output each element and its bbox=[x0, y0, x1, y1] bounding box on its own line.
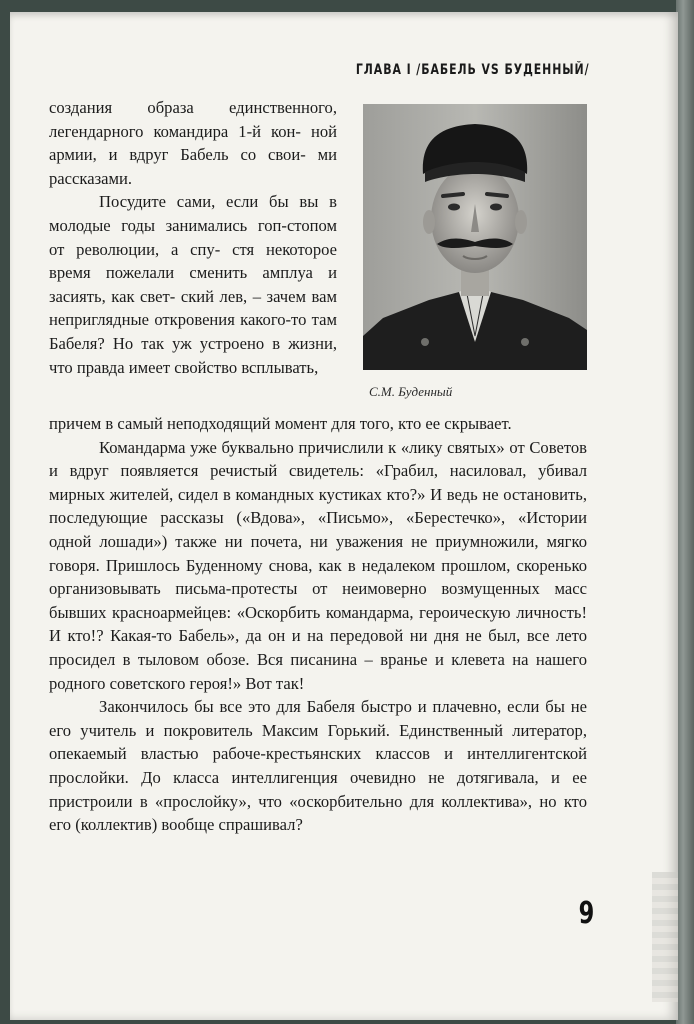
book-page bbox=[10, 12, 678, 1020]
text-line: вы в молодые годы занимались bbox=[49, 192, 337, 235]
paragraph-posudite bbox=[49, 190, 337, 379]
text-line: ский лев, – зачем вам неприглядные bbox=[49, 286, 338, 330]
paragraph-komandarma: Командарма уже буквально причислили к «лику святых» от Советов и вдруг появляется речистый свидетель: «Грабил, насиловал, убивал мирных жителей, сидел в командных кустиках кто?» И ведь не остановить, последующие рассказы («Вдова», «Письмо», «Берестечко», «Истории одной лошади») также ни почета, ни уважения не приумножили, мягко говоря. Пришлось Буденному снова, как в недалеком прошлом, скоренько организовывать письма-протесты от неимоверно возмущенных масс бывших красноармейцев: «Оскорбить командарма, героическую личность! И кто!? Какая-то Бабель», да он и на передовой ни дня не был, все лето просидел в тыловом обозе. Вся писанина – вранье и клевета на нашего родного советского героя!» Вот так! bbox=[49, 437, 587, 693]
text-line: правда имеет свойство всплывать, bbox=[76, 357, 319, 377]
narrow-text-column bbox=[49, 96, 337, 379]
scan-edge bbox=[676, 0, 694, 1024]
page-number: 9 bbox=[578, 896, 595, 931]
text-line: Но так уж устроено в жизни, что bbox=[49, 333, 337, 377]
text-line: создания образа единственного, bbox=[49, 98, 337, 117]
text-line: стя некоторое время пожелали bbox=[49, 239, 338, 283]
page-edge-marks bbox=[652, 872, 678, 1002]
text-line: Посудите сами, если бы bbox=[99, 192, 289, 212]
text-line: легендарного командира 1-й кон- bbox=[49, 121, 301, 141]
chapter-header: ГЛАВА I /БАБЕЛЬ VS БУДЕННЫЙ/ bbox=[356, 62, 590, 78]
portrait-photo bbox=[363, 104, 587, 370]
text-line: откровения какого-то там Бабеля? bbox=[49, 310, 337, 353]
text-line: гоп-стопом от революции, а спу- bbox=[49, 215, 337, 259]
text-line: ми рассказами. bbox=[49, 145, 337, 188]
text-line: сменить амплуа и засиять, как свет- bbox=[49, 263, 337, 306]
wide-text-column bbox=[49, 412, 587, 837]
paragraph-continuation-wide: причем в самый неподходящий момент для того, кто ее скрывает. bbox=[49, 414, 512, 433]
paragraph-zakonchilos: Закончилось бы все это для Бабеля быстро и плачевно, если бы не его учитель и покровитель Максим Горький. Единственный литератор, опекаемый властью рабоче-крестьянских классов и интеллигентской прослойки. До класса интеллигенция очевидно не дотягивала, и ее пристроили в «прослойку», что «оскорбительно для коллектива», но кто его (коллектив) вообще спрашивал? bbox=[49, 697, 587, 835]
paragraph-continuation bbox=[49, 96, 337, 190]
portrait-figure bbox=[363, 104, 588, 400]
text-line: ной армии, и вдруг Бабель со свои- bbox=[49, 121, 337, 165]
portrait-illustration bbox=[363, 104, 587, 370]
portrait-caption: С.М. Буденный bbox=[369, 384, 453, 399]
